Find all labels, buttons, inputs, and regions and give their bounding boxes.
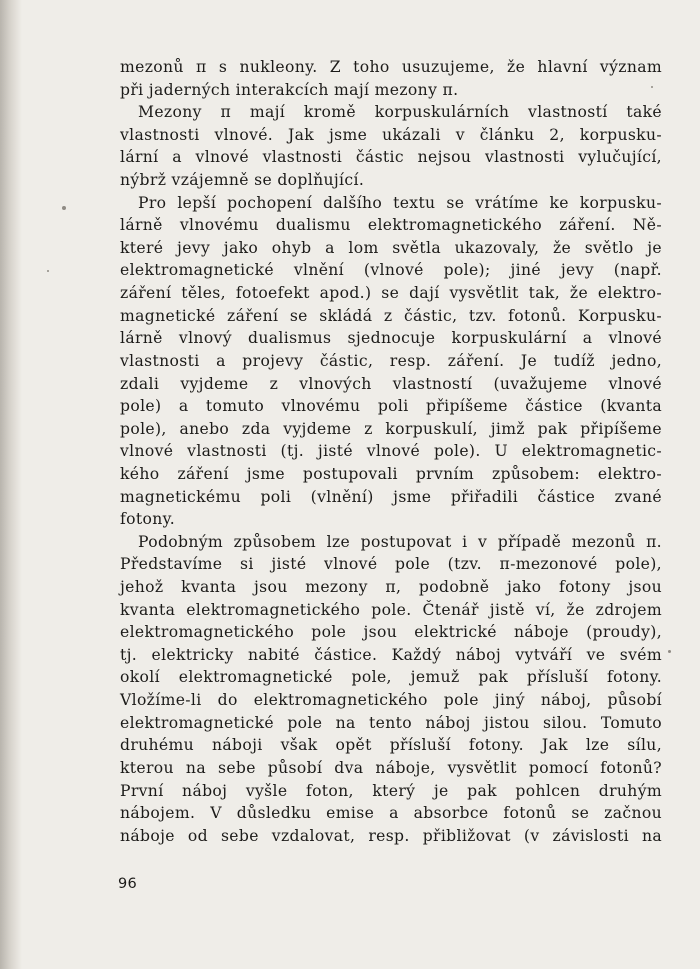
text-line: elektromagnetického pole jsou elektrické náboje (proudy), (120, 623, 662, 642)
text-line: kvanta elektromagnetického pole. Čtenář jistě ví, že zdrojem (120, 600, 662, 619)
text-line: pole), anebo zda vyjdeme z korpuskulí, jimž pak připíšeme (120, 419, 662, 438)
text-line: pole) a tomuto vlnovému poli připíšeme částice (kvanta (120, 397, 662, 416)
text-line: jehož kvanta jsou mezony π, podobně jako fotony jsou (120, 578, 662, 597)
text-line: kterou na sebe působí dva náboje, vysvětlit pomocí fotonů? (120, 758, 662, 777)
text-line: Podobným způsobem lze postupovat i v případě mezonů π. (138, 532, 662, 551)
text-line: vlnové vlastnosti (tj. jisté vlnové pole). U elektromagnetic- (120, 442, 662, 461)
text-line: elektromagnetické vlnění (vlnové pole); jiné jevy (např. (120, 261, 662, 280)
text-line: vlastnosti a projevy částic, resp. záření. Je tudíž jedno, (120, 351, 662, 370)
paper-speck (62, 206, 66, 210)
text-line: elektromagnetické pole na tento náboj jistou silou. Tomuto (120, 713, 662, 732)
text-line: lárně vlnový dualismus sjednocuje korpuskulární a vlnové (120, 329, 662, 348)
text-line: nábojem. V důsledku emise a absorbce fotonů se začnou (120, 804, 662, 823)
text-line: při jaderných interakcích mají mezony π. (120, 80, 459, 99)
page-gutter-shadow (0, 0, 22, 969)
text-line: okolí elektromagnetické pole, jemuž pak přísluší fotony. (120, 668, 662, 687)
text-line: lárně vlnovému dualismu elektromagnetického záření. Ně- (120, 216, 662, 235)
paper-speck (668, 650, 671, 653)
text-line: nýbrž vzájemně se doplňující. (120, 171, 365, 190)
paper-speck (47, 270, 49, 272)
body-text (120, 56, 662, 847)
text-line: magnetické záření se skládá z částic, tzv. fotonů. Korpusku- (120, 306, 662, 325)
text-line: vlastnosti vlnové. Jak jsme ukázali v článku 2, korpusku- (120, 125, 662, 144)
text-line: tj. elektricky nabité částice. Každý náboj vytváří ve svém (120, 645, 662, 664)
text-line: lární a vlnové vlastnosti částic nejsou vlastnosti vylučující, (120, 148, 662, 167)
text-line: záření těles, fotoefekt apod.) se dají vysvětlit tak, že elektro- (120, 284, 662, 303)
text-line: kého záření jsme postupovali prvním způsobem: elektro- (120, 464, 662, 483)
text-line: mezonů π s nukleony. Z toho usuzujeme, že hlavní význam (120, 58, 662, 76)
text-line: náboje od sebe vzdalovat, resp. přibližovat (v závislosti na (120, 826, 662, 845)
text-line: magnetickému poli (vlnění) jsme přiřadili částice zvané (120, 487, 662, 506)
text-line: druhému náboji však opět přísluší fotony. Jak lze sílu, (120, 736, 662, 755)
text-line: zdali vyjdeme z vlnových vlastností (uvažujeme vlnové (120, 374, 662, 393)
text-line: Vložíme-li do elektromagnetického pole jiný náboj, působí (120, 691, 662, 710)
text-line: fotony. (120, 510, 176, 529)
text-line: První náboj vyšle foton, který je pak pohlcen druhým (120, 781, 662, 800)
text-line: Pro lepší pochopení dalšího textu se vrátíme ke korpusku- (138, 193, 662, 212)
text-line: Mezony π mají kromě korpuskulárních vlastností také (138, 103, 662, 122)
page-number: 96 (118, 876, 138, 892)
text-line: Představíme si jisté vlnové pole (tzv. π-mezonové pole), (120, 555, 662, 574)
text-line: které jevy jako ohyb a lom světla ukazovaly, že světlo je (120, 238, 662, 257)
